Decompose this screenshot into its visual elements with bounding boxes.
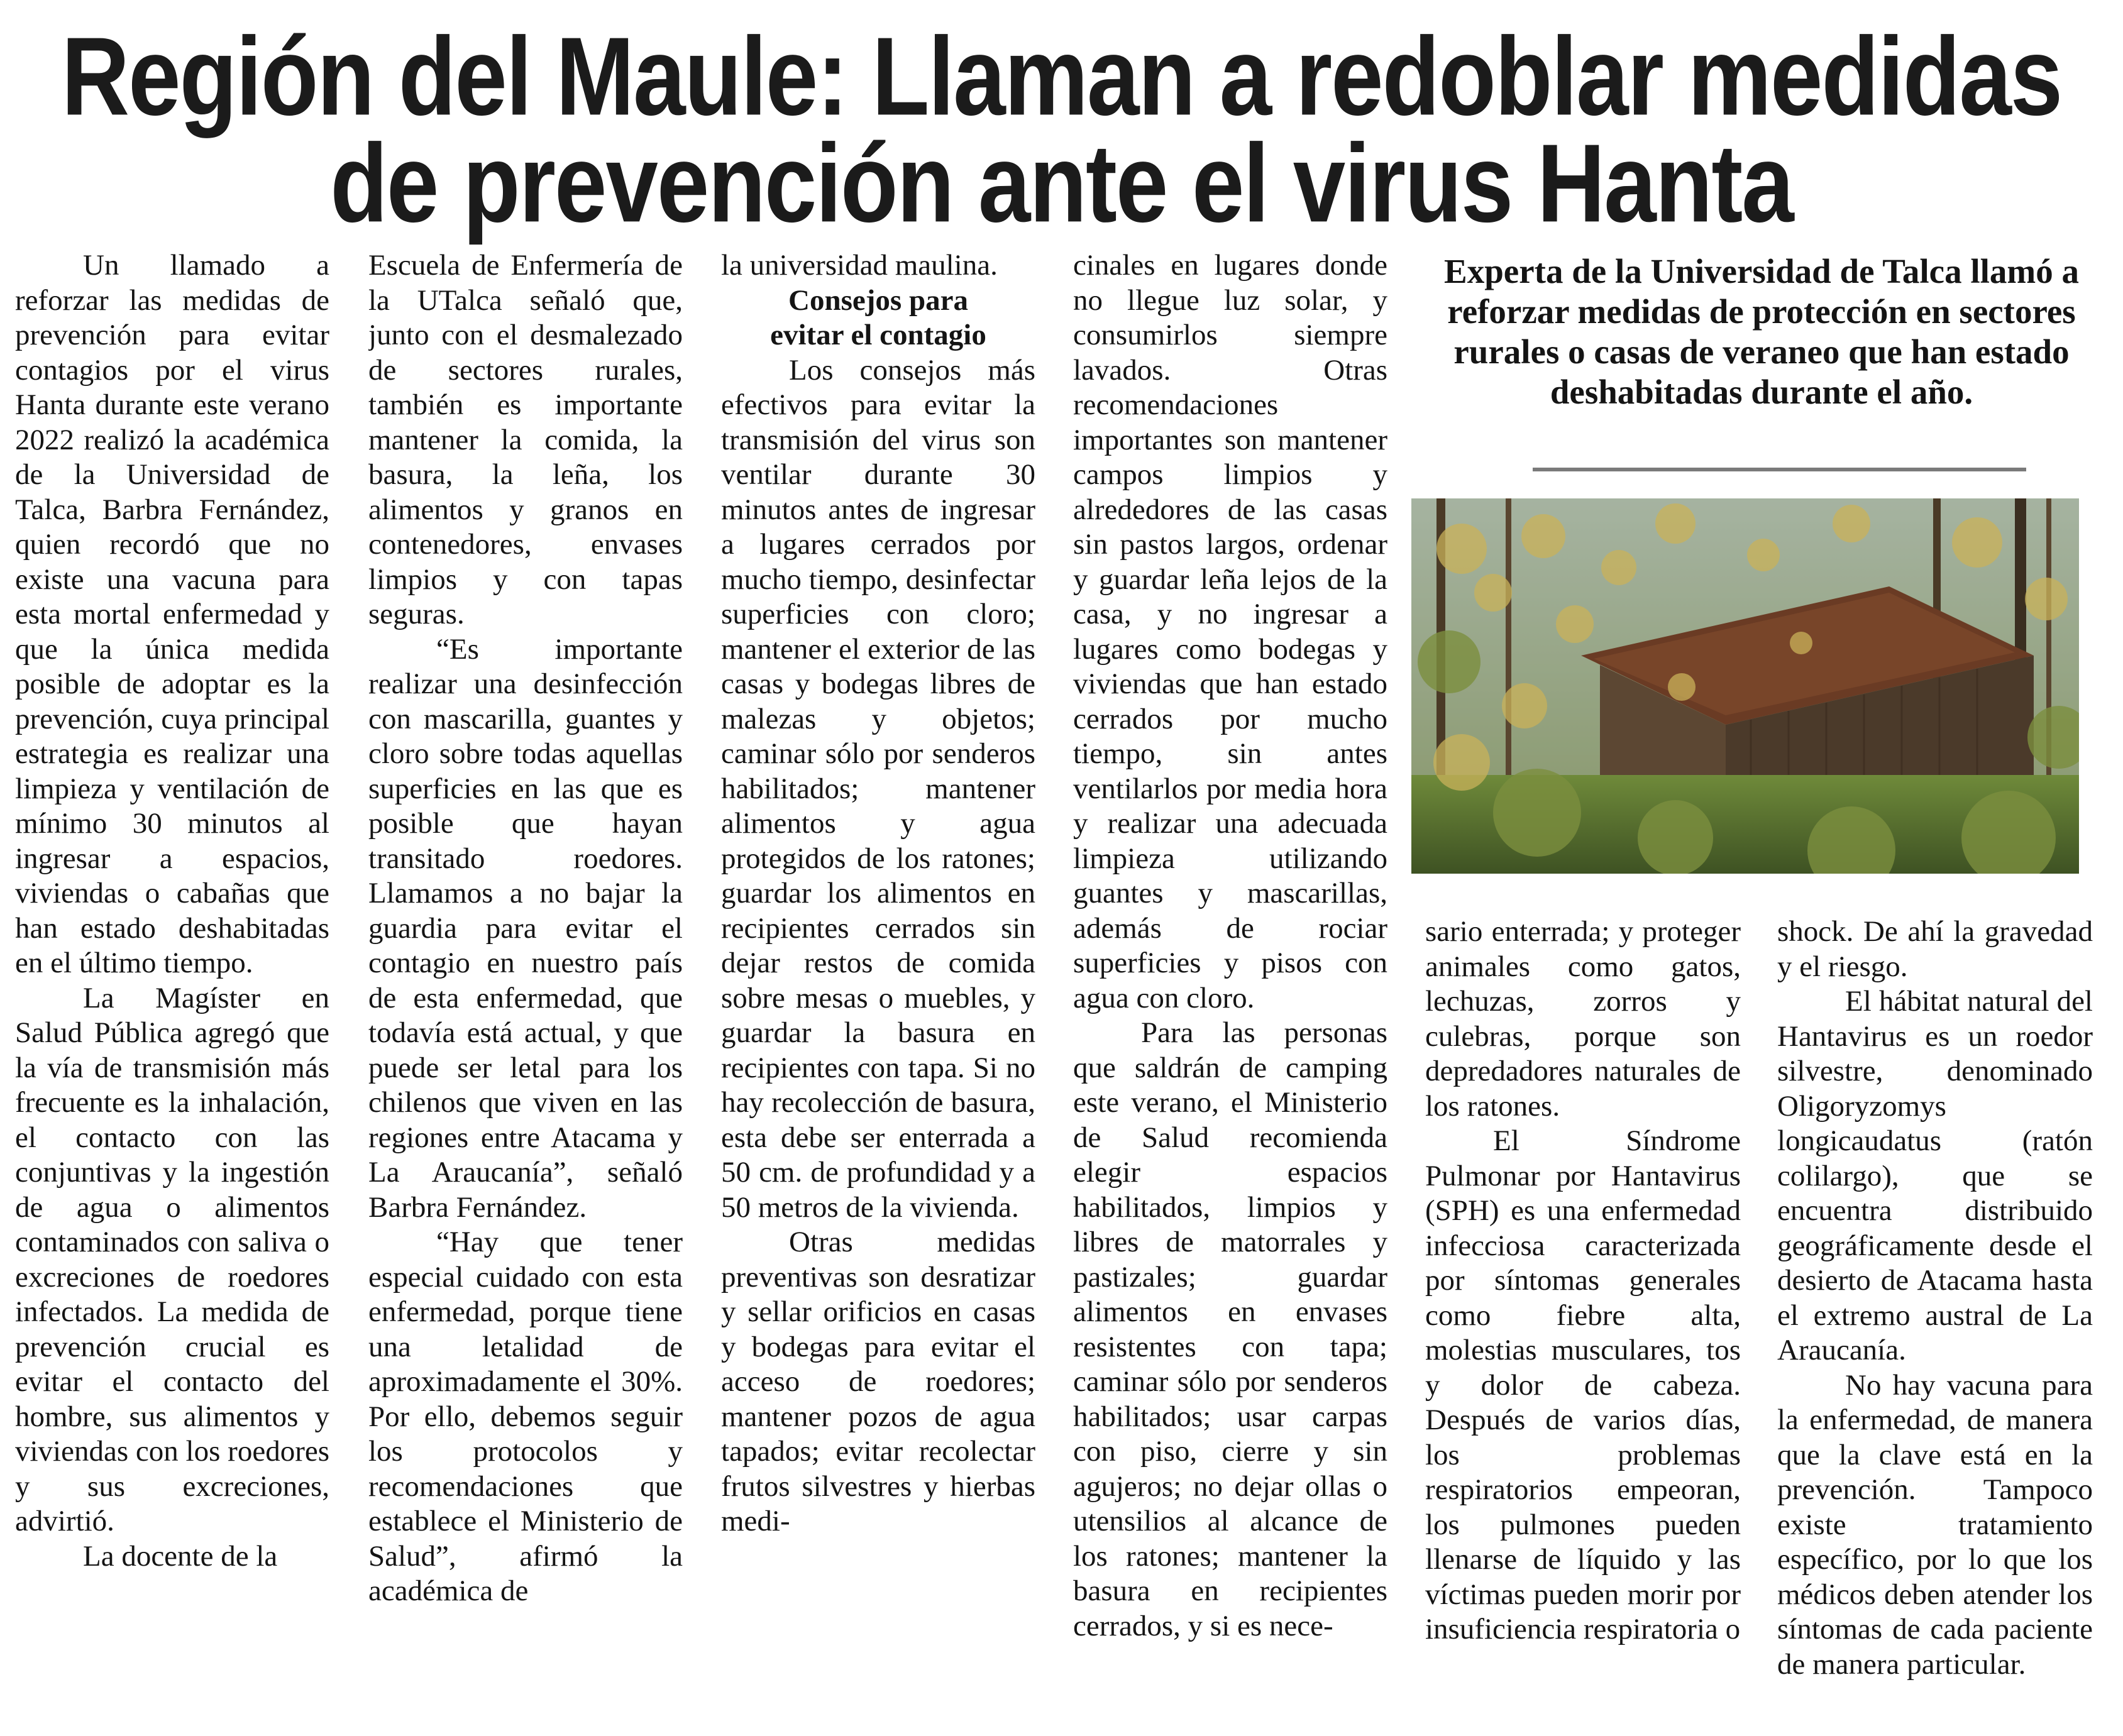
section-heading-line-2: evitar el contagio xyxy=(770,319,986,351)
paragraph: Otras medidas preventivas son desratizar y sellar orificios en casas y bodegas para evitar el acceso de roedores; mantener pozos de agua tapados; evitar recolectar frutos silvestres y hierbas medi- xyxy=(721,1226,1035,1537)
paragraph: Para las personas que saldrán de camping este verano, el Ministerio de Salud recomienda elegir espacios habilitados, limpios y libres de matorrales y pastizales; guardar alimentos en envases resistentes con tapa; caminar sólo por senderos habilitados; usar carpas con piso, cierre y sin agujeros; no dejar ollas o utensilios al alcance de los ratones; mantener la basura en recipientes cerrados, y si es nece- xyxy=(1073,1016,1387,1642)
subheadline: Experta de la Universidad de Talca llamó a reforzar medidas de protección en sectores rurales o casas de veraneo que han estado deshabitadas durante el año. xyxy=(1444,252,2079,411)
paragraph: sario enterrada; y proteger animales como gatos, lechuzas, zorros y culebras, porque son depredadores naturales de los ratones. xyxy=(1425,915,1741,1123)
paragraph: Los consejos más efectivos para evitar la transmisión del virus son ventilar durante 30 minutos antes de ingresar a lugares cerrados por mucho tiempo, desinfectar superficies con cloro; mantener el exterior de las casas y bodegas libres de malezas y objetos; caminar sólo por senderos habilitados; mantener alimentos y agua protegidos de los ratones; guardar los alimentos en recipientes cerrados sin dejar restos de comida sobre mesas o muebles, y guardar la basura en recipientes con tapa. Si no hay recolección de basura, esta debe ser enterrada a 50 cm. de profundidad y a 50 metros de la vivienda. xyxy=(721,353,1035,1224)
paragraph: El Síndrome Pulmonar por Hantavirus (SPH) es una enfermedad infecciosa caracterizada por síntomas generales como fiebre alta, molestias musculares, tos y dolor de cabeza. Después de varios días, los problemas respiratorios empeoran, los pulmones pueden llenarse de líquido y las víctimas pueden morir por insuficiencia respiratoria o xyxy=(1425,1124,1741,1645)
article-photo-cabin xyxy=(1411,498,2079,874)
article-column-4 xyxy=(1073,248,1387,1713)
article-column-5 xyxy=(1425,915,1741,1713)
article-column-3 xyxy=(721,248,1035,1713)
article-column-1 xyxy=(15,248,329,1713)
paragraph: cinales en lugares donde no llegue luz solar, y consumirlos siempre lavados. Otras recomendaciones importantes son mantener campos limpios y alrededores de las casas sin pastos largos, ordenar y guardar leña lejos de la casa, y no ingresar a lugares como bodegas y viviendas que han estado cerrados por mucho tiempo, sin antes ventilarlos por media hora y realizar una adecuada limpieza utilizando guantes y mascarillas, además de rociar superficies y pisos con agua con cloro. xyxy=(1073,249,1387,1014)
paragraph: Escuela de Enfermería de la UTalca señaló que, junto con el desmalezado de sectores rurales, también es importante mantener la comida, la basura, la leña, los alimentos y granos en contenedores, envases limpios y con tapas seguras. xyxy=(368,249,683,630)
headline xyxy=(0,13,2123,246)
section-heading-line-1: Consejos para xyxy=(788,283,968,317)
paragraph: No hay vacuna para la enfermedad, de manera que la clave está en la prevención. Tampoco existe tratamiento específico, por lo que los médicos deben atender los síntomas de cada paciente de manera particular. xyxy=(1777,1368,2093,1681)
section-heading xyxy=(721,283,1035,353)
paragraph: Un llamado a reforzar las medidas de prevención para evitar contagios por el virus Hanta durante este verano 2022 realizó la académica de la Universidad de Talca, Barbra Fernández, quien recordó que no existe una vacuna para esta mortal enfermedad y que la única medida posible de adoptar es la prevención, cuya principal estrategia es realizar una limpieza y ventilación de mínimo 30 minutos al ingresar a espacios, viviendas o cabañas que han estado deshabitadas en el último tiempo. xyxy=(15,249,329,979)
headline-line-1: Región del Maule: Llaman a redoblar medidas xyxy=(61,13,2062,139)
paragraph: La Magíster en Salud Pública agregó que la vía de transmisión más frecuente es la inhalación, el contacto con las conjuntivas y la ingestión de agua o alimentos contaminados con saliva o excreciones de roedores infectados. La medida de prevención crucial es evitar el contacto del hombre, sus alimentos y viviendas con los roedores y sus excreciones, advirtió. xyxy=(15,981,329,1537)
paragraph: “Hay que tener especial cuidado con esta enfermedad, porque tiene una letalidad de aproximadamente el 30%. Por ello, debemos seguir los protocolos y recomendaciones que establece el Ministerio de Salud”, afirmó la académica de xyxy=(368,1226,683,1607)
article-column-2 xyxy=(368,248,683,1713)
cabin-illustration xyxy=(1411,498,2079,874)
paragraph: La docente de la xyxy=(83,1539,278,1573)
headline-line-2: de prevención ante el virus Hanta xyxy=(330,120,1793,246)
paragraph: El hábitat natural del Hantavirus es un roedor silvestre, denominado Oligoryzomys longicaudatus (ratón colilargo), que se encuentra distribuido geográficamente desde el desierto de Atacama hasta el extremo austral de La Araucanía. xyxy=(1777,985,2093,1366)
paragraph: shock. De ahí la gravedad y el riesgo. xyxy=(1777,915,2093,983)
paragraph: “Es importante realizar una desinfección con mascarilla, guantes y cloro sobre todas aquellas superficies en las que es posible que hayan transitado roedores. Llamamos a no bajar la guardia para evitar el contagio en nuestro país de esta enfermedad, que todavía está actual, y que puede ser letal para los chilenos que viven en las regiones entre Atacama y La Araucanía”, señaló Barbra Fernández. xyxy=(368,632,683,1224)
divider-rule xyxy=(1533,468,2026,471)
article-column-6 xyxy=(1777,915,2093,1713)
paragraph: la universidad maulina. xyxy=(721,249,998,282)
